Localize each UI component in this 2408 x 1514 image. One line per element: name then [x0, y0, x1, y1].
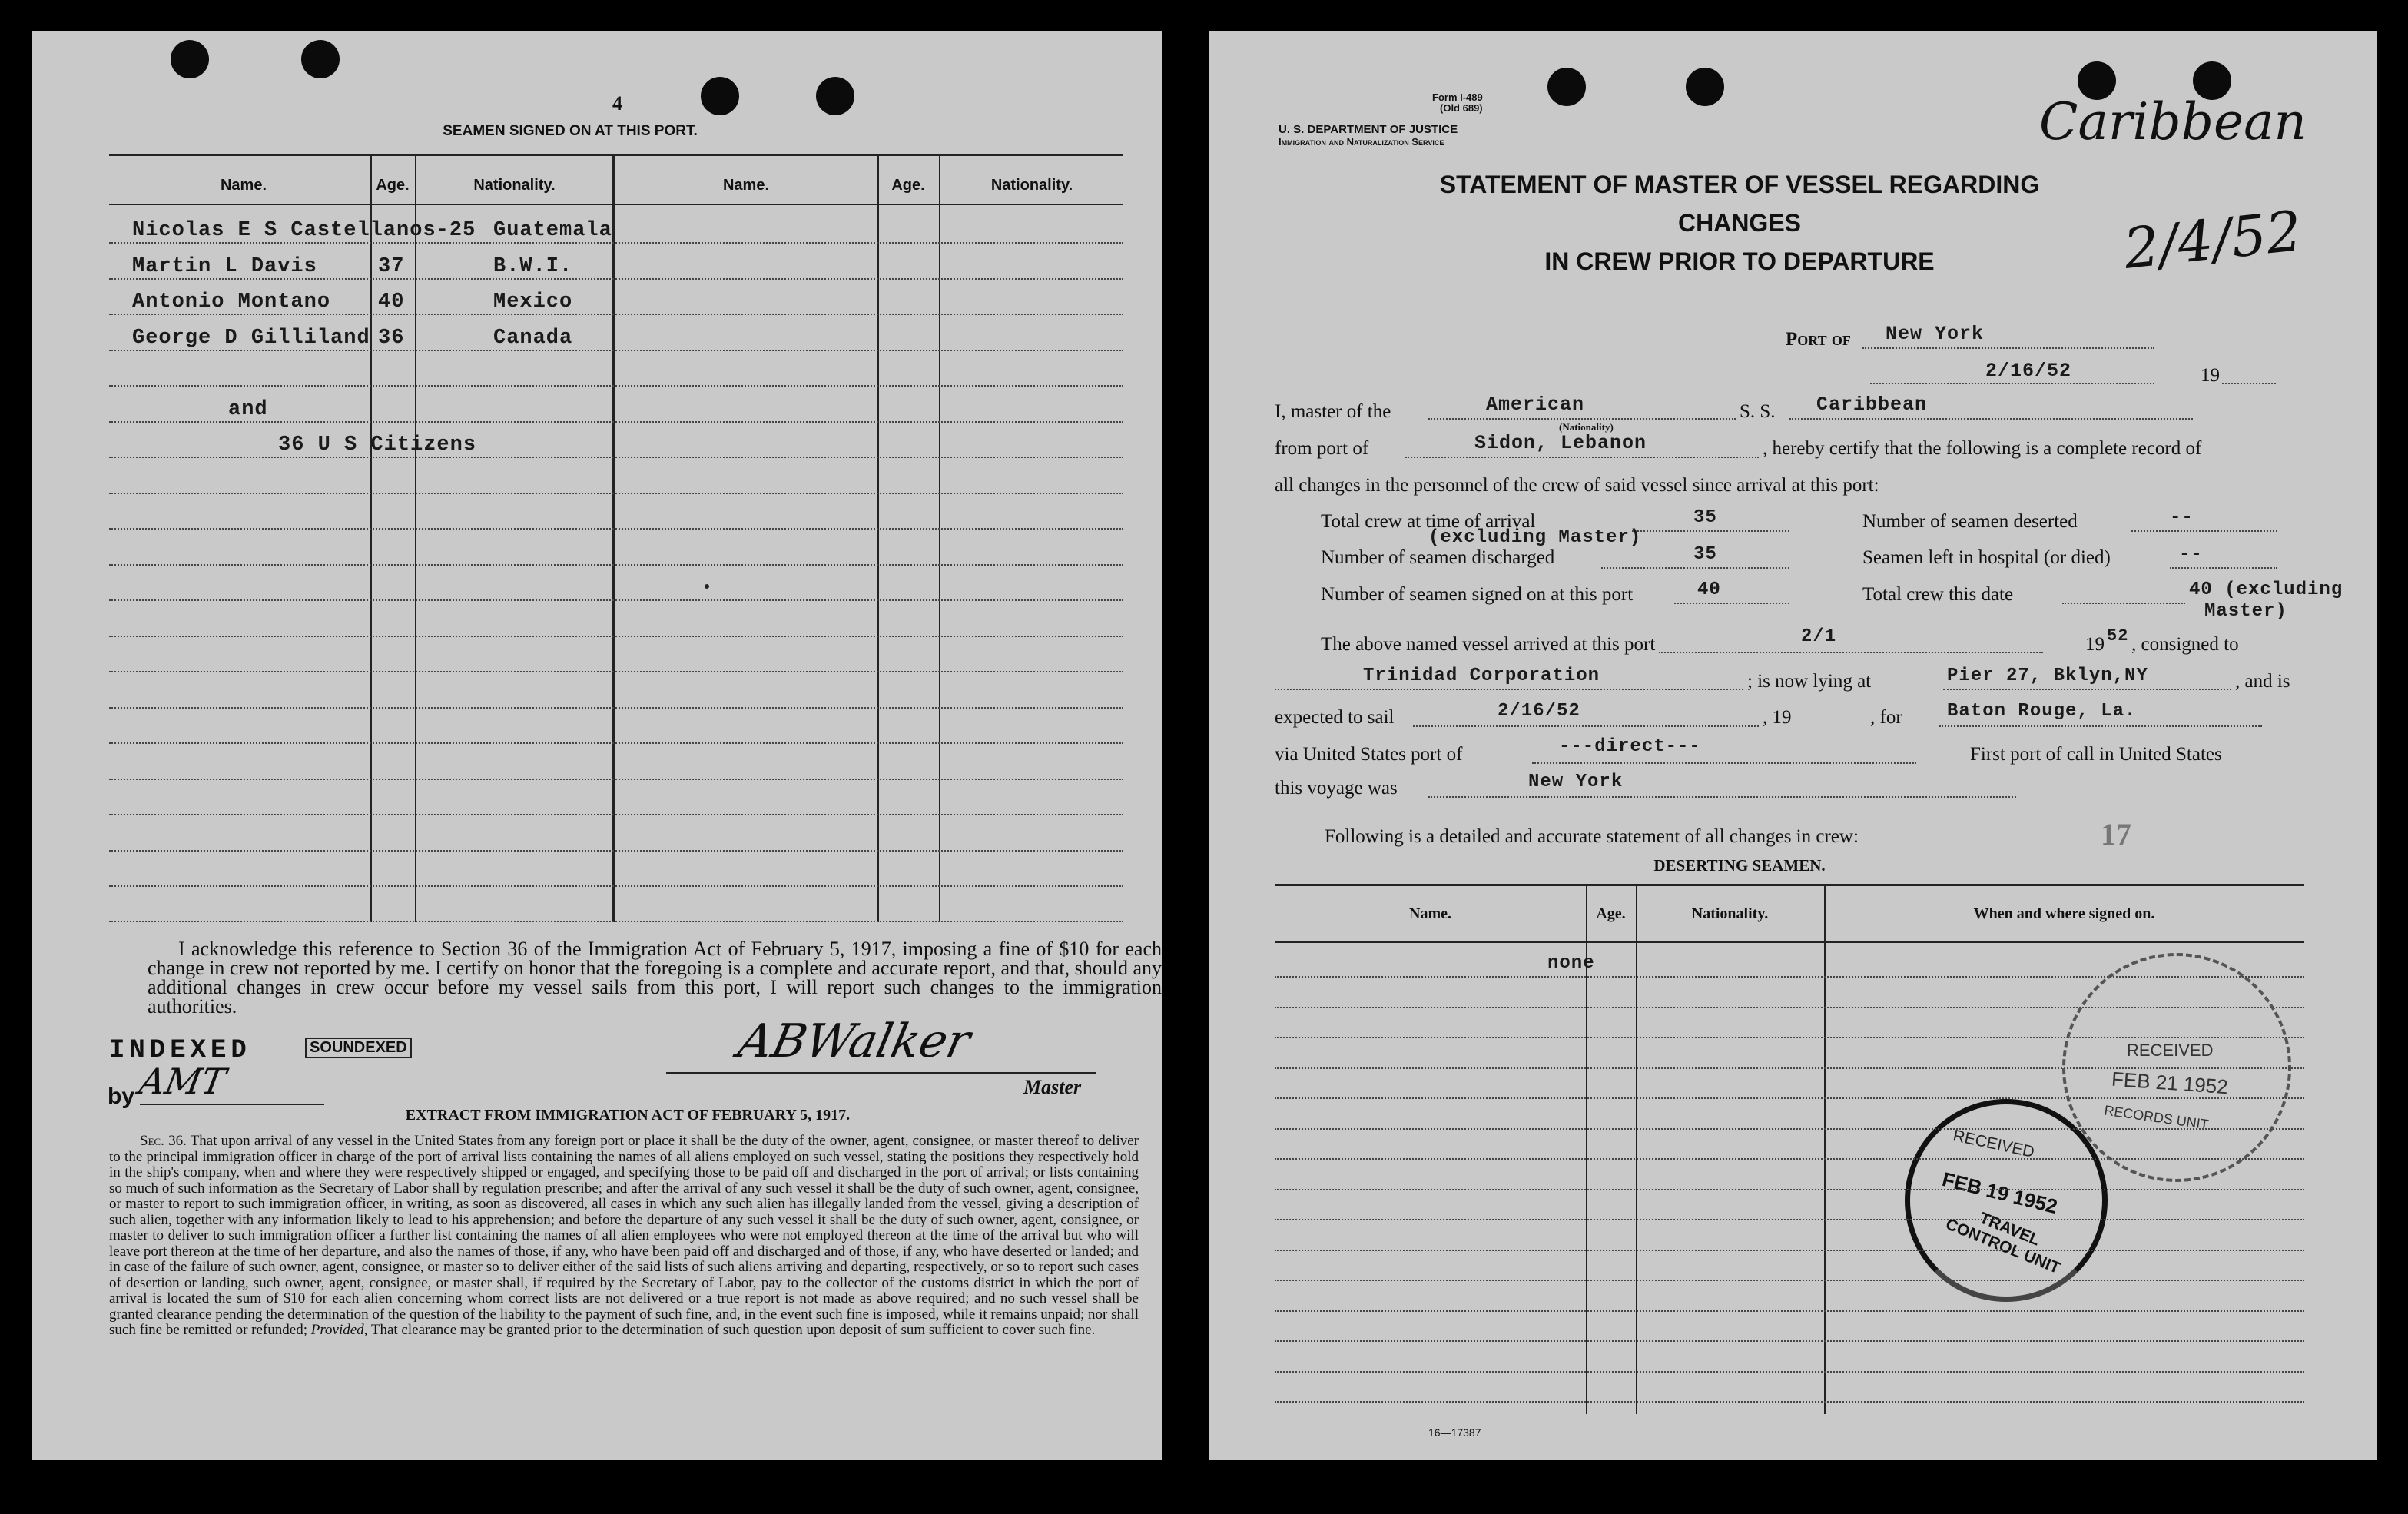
ruling-line: [1275, 1128, 2304, 1130]
excluding-master: (excluding Master): [1428, 527, 1642, 548]
ruling-line: [109, 493, 1123, 494]
and-text: and: [228, 398, 268, 421]
stamp2-received: RECEIVED: [1951, 1127, 2036, 1161]
all-changes-text: all changes in the personnel of the crew of said vessel since arrival at this port:: [1275, 475, 1879, 496]
ruling-line: [109, 564, 1123, 566]
lying-at-value: Pier 27, Bklyn,NY: [1947, 666, 2148, 686]
stamp2-unit: TRAVEL CONTROL UNIT: [1943, 1209, 2063, 1277]
row-4-nationality: Canada: [493, 327, 573, 350]
ruling-line: [1275, 1097, 2304, 1099]
total-crew-arrival-label: Total crew at time of arrival: [1321, 511, 1536, 532]
desert-none: none: [1547, 953, 1595, 974]
first-port-label: First port of call in United States: [1970, 744, 2222, 765]
for-label: , for: [1870, 707, 1902, 728]
ruling-line: [109, 885, 1123, 887]
from-port-value: Sidon, Lebanon: [1474, 432, 1647, 454]
arrived-label: The above named vessel arrived at this port: [1321, 634, 1656, 655]
extract-section: Sec. 36.: [140, 1133, 187, 1149]
page-number: 4: [612, 92, 622, 115]
lying-at-label: ; is now lying at: [1747, 671, 1872, 692]
handwritten-date: 2/4/52: [2121, 198, 2305, 281]
row-4-name: George D Gilliland: [132, 327, 370, 350]
title-line-1: STATEMENT OF MASTER OF VESSEL REGARDING CHANGES: [1439, 171, 2040, 237]
expected-label: expected to sail: [1275, 707, 1395, 728]
ruling-line: [1275, 1280, 2304, 1281]
total-crew-arrival-value: 35: [1693, 507, 1717, 528]
row-3-nationality: Mexico: [493, 291, 573, 314]
stamp1-received: RECEIVED: [2127, 1041, 2214, 1060]
punch-hole: [301, 40, 340, 78]
title-line-2: IN CREW PRIOR TO DEPARTURE: [1544, 247, 1935, 275]
ruling-line: [109, 636, 1123, 637]
for-value: Baton Rouge, La.: [1947, 701, 2137, 722]
consigned-to: , consigned to: [2131, 634, 2239, 655]
total-crew-date-label: Total crew this date: [1862, 584, 2014, 605]
stamp1-unit: RECORDS UNIT: [2103, 1102, 2210, 1133]
soundexed-stamp: SOUNDEXED: [305, 1038, 412, 1058]
citizens-text: 36 U S Citizens: [278, 433, 477, 457]
row-2-name: Martin L Davis: [132, 255, 317, 278]
ruling-line: [109, 421, 1123, 423]
voyage-value: New York: [1528, 772, 1624, 792]
arrived-year: 52: [2107, 626, 2129, 646]
col-header-age: Age.: [376, 177, 410, 194]
extract-provided: Provided,: [310, 1322, 368, 1338]
row-4-age: 36: [378, 327, 405, 350]
indexed-stamp: INDEXED: [109, 1036, 251, 1065]
ruling-line: [109, 671, 1123, 672]
ruling-line: [109, 779, 1123, 780]
deserted-value: --: [2170, 507, 2194, 528]
consignee-value: Trinidad Corporation: [1363, 666, 1600, 686]
punch-hole: [701, 77, 739, 115]
ruling-line: [1275, 1037, 2304, 1038]
ruling-line: [1275, 1340, 2304, 1342]
punch-hole: [816, 77, 854, 115]
signed-on-label: Number of seamen signed on at this port: [1321, 584, 1634, 605]
form-title: [1394, 165, 2085, 281]
print-code: 16—17387: [1428, 1426, 1481, 1439]
table-header-rule: [109, 204, 1123, 205]
ruling-line: [1275, 1401, 2304, 1403]
ruling-line: [109, 528, 1123, 530]
handwritten-ship: Caribbean: [2039, 92, 2307, 151]
arrived-value: 2/1: [1801, 626, 1837, 647]
master-signature: ABWalker: [733, 1014, 975, 1068]
desert-col-nationality: Nationality.: [1691, 905, 1769, 922]
date-year-label: 19: [2201, 365, 2220, 386]
department: U. S. DEPARTMENT OF JUSTICE: [1279, 123, 1458, 136]
via-value: ---direct---: [1559, 736, 1701, 757]
left-lower: [32, 922, 1162, 1460]
by-initials: AMT: [136, 1061, 229, 1102]
nationality-note: (Nationality): [1559, 421, 1614, 433]
table-top-rule: [109, 154, 1123, 156]
ruling-line: [109, 242, 1123, 244]
desert-col-when-where: When and where signed on.: [1973, 905, 2155, 922]
ruling-line: [1275, 1371, 2304, 1373]
stamp1-date: FEB 21 1952: [2111, 1067, 2229, 1099]
row-2-nationality: B.W.I.: [493, 255, 573, 278]
discharged-value: 35: [1693, 544, 1717, 565]
nationality-value: American: [1486, 393, 1585, 416]
row-3-age: 40: [378, 291, 405, 314]
ruling-line: [109, 350, 1123, 351]
acknowledgement-text: I acknowledge this reference to Section 36 of the Immigration Act of February 5, 1917, imposing a fine of $10 for each change in crew not reported by me. I certify on honor that the foregoing is a complete and accurate report, and that, should any additional changes in crew occur before my vessel sails from this port, I will report such changes to the immigration authorities.: [148, 938, 1162, 1018]
ruling-line: [1275, 1250, 2304, 1251]
col-header-nationality-2: Nationality.: [990, 177, 1073, 194]
signed-on-value: 40: [1697, 579, 1721, 600]
ruling-line: [1275, 976, 2304, 978]
ruling-line: [109, 707, 1123, 709]
ruling-line: [109, 457, 1123, 458]
certify-text: , hereby certify that the following is a complete record of: [1763, 438, 2202, 459]
col-header-nationality: Nationality.: [473, 177, 556, 194]
date-value: 2/16/52: [1985, 360, 2072, 382]
total-crew-date-value: 40 (excluding: [2189, 579, 2343, 600]
desert-title: DESERTING SEAMEN.: [1653, 856, 1826, 875]
desert-col-name: Name.: [1409, 905, 1451, 922]
ruling-line: [1275, 1067, 2304, 1069]
mark-17: 17: [2101, 817, 2131, 852]
row-3-name: Antonio Montano: [132, 291, 331, 314]
row-1-nationality: Guatemala: [493, 219, 612, 242]
ruling-line: [1275, 1007, 2304, 1008]
following-text: Following is a detailed and accurate statement of all changes in crew:: [1325, 826, 1859, 847]
punch-hole: [171, 40, 209, 78]
by-label: by: [108, 1084, 135, 1109]
and-is: , and is: [2235, 671, 2290, 692]
ruling-line: [109, 742, 1123, 744]
ruling-line: [109, 850, 1123, 852]
ruling-line: [109, 314, 1123, 315]
stamp2-date: FEB 19 1952: [1939, 1167, 2060, 1219]
extract-tail: That clearance may be granted prior to the determination of such question upon deposit of sum sufficient to cover such fine.: [370, 1322, 1096, 1338]
ruling-line: [109, 278, 1123, 280]
row-1-name: Nicolas E S Castellanos-25: [132, 219, 476, 242]
service: Immigration and Naturalization Service: [1279, 136, 1444, 148]
total-crew-date-value-2: Master): [2204, 601, 2287, 622]
arrived-year-prefix: 19: [2085, 634, 2105, 655]
col-header-name: Name.: [220, 177, 267, 194]
via-label: via United States port of: [1275, 744, 1463, 765]
col-header-age-2: Age.: [891, 177, 925, 194]
master-label: Master: [1023, 1076, 1082, 1098]
ruling-line: [1275, 1310, 2304, 1312]
hospital-label: Seamen left in hospital (or died): [1862, 547, 2111, 568]
ruling-line: [1275, 1158, 2304, 1160]
ship-value: Caribbean: [1816, 393, 1928, 416]
port-of-label: Port of: [1786, 329, 1851, 350]
form-number: Form I-489: [1432, 91, 1483, 103]
form-old: (Old 689): [1440, 102, 1483, 114]
expected-year: , 19: [1763, 707, 1792, 728]
discharged-label: Number of seamen discharged: [1321, 547, 1555, 568]
port-of-value: New York: [1886, 323, 1985, 345]
right-page: [1209, 31, 2377, 1460]
extract-body: That upon arrival of any vessel in the United States from any foreign port or place it shall be the duty of the owner, agent, consignee, or master thereof to deliver to the principal immigration officer in charge of the port of arrival lists containing the names of all aliens employed on such vessel, stating the positions they respectively hold in the ship's company, when and where they were respectively shipped or engaged, and specifying those to be paid off and discharged in the port of arrival; or lists containing so much of such information as the Secretary of Labor shall by regulation prescribe; and after the arrival of any such vessel it shall be the duty of such owner, agent, consignee, or master to report to such immigration officer, in writing, as soon as discovered, all cases in which any such alien has illegally landed from the vessel, giving a description of such alien, together with any information likely to lead to his apprehension; and before the departure of any such vessel it shall be the duty of such owner, agent, consignee, or master to deliver to such immigration officer a further list containing the names of all alien employees who were not employed thereon at the time of the arrival but who will leave port thereon at the time of her departure, and also the names of those, if any, who have been paid off and discharged and of those, if any, who have deserted or landed; and in case of the failure of such owner, agent, consignee, or master so to deliver either of the said lists of such aliens arriving and departing, respectively, or so to report such cases of desertion or landing, such owner, agent, consignee, or master shall, if required by the Secretary of Labor, pay to the collector of the customs district in which the port of arrival is located the sum of $10 for each alien concerning whom correct lists are not delivered or a true report is not made as above required; and no such vessel shall be granted clearance pending the determination of the question of the liability to the payment of such fine, and, in the event such fine is imposed, while it remains unpaid; nor shall such fine be remitted or refunded;: [109, 1133, 1139, 1338]
from-port-label: from port of: [1275, 438, 1369, 459]
deserted-label: Number of seamen deserted: [1862, 511, 2078, 532]
voyage-label: this voyage was: [1275, 778, 1398, 799]
ruling-line: [109, 599, 1123, 601]
ruling-line: [1275, 1219, 2304, 1220]
travel-control-stamp: [1905, 1099, 2108, 1302]
section-title: SEAMEN SIGNED ON AT THIS PORT.: [443, 123, 698, 139]
hospital-value: --: [2179, 544, 2203, 565]
master-of-label: I, master of the: [1275, 401, 1391, 422]
col-header-name-2: Name.: [722, 177, 770, 194]
expected-value: 2/16/52: [1498, 701, 1580, 722]
row-2-age: 37: [378, 255, 405, 278]
ruling-line: [109, 385, 1123, 387]
ruling-line: [1275, 1189, 2304, 1190]
extract-paragraph: [109, 1134, 1139, 1339]
extract-title: EXTRACT FROM IMMIGRATION ACT OF FEBRUARY 5, 1917.: [405, 1107, 851, 1124]
ss-label: S. S.: [1740, 401, 1776, 422]
desert-col-age: Age.: [1596, 905, 1626, 922]
ruling-line: [109, 814, 1123, 815]
